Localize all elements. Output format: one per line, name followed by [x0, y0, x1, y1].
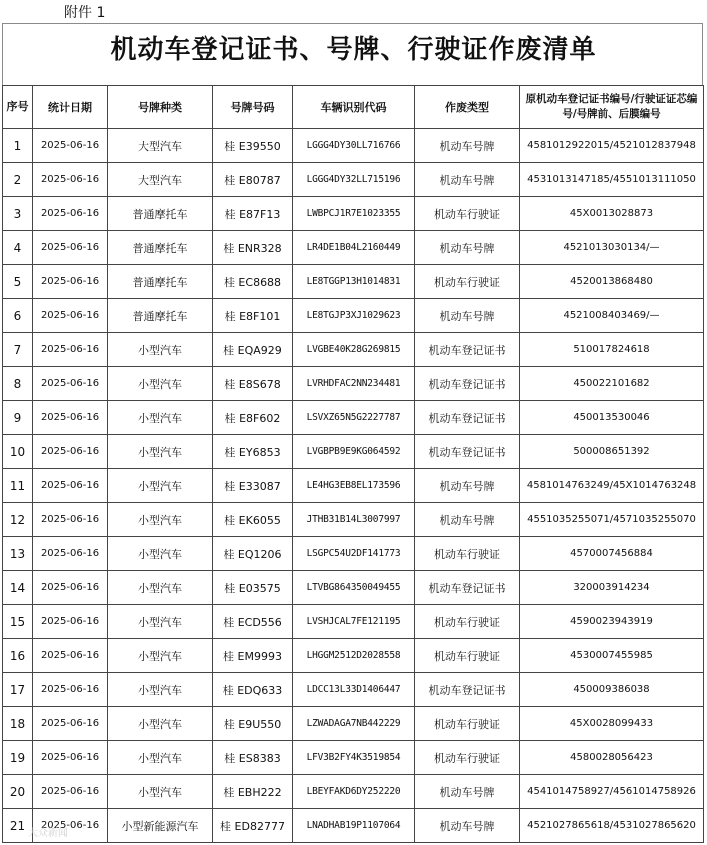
cell-void-type: 机动车号牌: [415, 809, 520, 843]
cell-seq: 14: [3, 571, 33, 605]
cell-plate-number: 桂 EM9993: [213, 639, 293, 673]
cell-vin: LVSHJCAL7FE121195: [293, 605, 415, 639]
watermark-text: 大众新闻: [28, 828, 68, 839]
table-row: [3, 163, 704, 197]
cell-plate-type: 小型汽车: [108, 537, 213, 571]
cell-original-number: 4581012922015/4521012837948: [520, 129, 704, 163]
cell-plate-type: 小型汽车: [108, 741, 213, 775]
cell-void-type: 机动车号牌: [415, 503, 520, 537]
cell-plate-number: 桂 EC8688: [213, 265, 293, 299]
cell-plate-number: 桂 EY6853: [213, 435, 293, 469]
cell-date: 2025-06-16: [33, 775, 108, 809]
cell-date: 2025-06-16: [33, 707, 108, 741]
cell-vin: LE4HG3EB8EL173596: [293, 469, 415, 503]
cell-vin: LFV3B2FY4K3519854: [293, 741, 415, 775]
cell-seq: 16: [3, 639, 33, 673]
table-row: [3, 537, 704, 571]
cell-plate-number: 桂 E8S678: [213, 367, 293, 401]
attachment-label: 附件 1: [64, 5, 106, 21]
table-row: [3, 673, 704, 707]
cell-vin: LGGG4DY30LL716766: [293, 129, 415, 163]
cell-original-number: 45X0028099433: [520, 707, 704, 741]
cell-original-number: 4521008403469/—: [520, 299, 704, 333]
cell-void-type: 机动车行驶证: [415, 197, 520, 231]
header-date: 统计日期: [33, 86, 108, 129]
cell-plate-number: 桂 EDQ633: [213, 673, 293, 707]
table-row: [3, 605, 704, 639]
cell-date: 2025-06-16: [33, 163, 108, 197]
cell-seq: 7: [3, 333, 33, 367]
cell-seq: 19: [3, 741, 33, 775]
cell-vin: LWBPCJ1R7E1023355: [293, 197, 415, 231]
cell-void-type: 机动车登记证书: [415, 571, 520, 605]
cell-plate-number: 桂 E8F101: [213, 299, 293, 333]
cell-vin: LHGGM2512D2028558: [293, 639, 415, 673]
cell-void-type: 机动车行驶证: [415, 537, 520, 571]
cell-plate-type: 小型汽车: [108, 605, 213, 639]
cell-vin: LVGBPB9E9KG064592: [293, 435, 415, 469]
cell-date: 2025-06-16: [33, 299, 108, 333]
cell-plate-number: 桂 ECD556: [213, 605, 293, 639]
cell-seq: 13: [3, 537, 33, 571]
cell-seq: 1: [3, 129, 33, 163]
cell-void-type: 机动车号牌: [415, 299, 520, 333]
cell-plate-number: 桂 E33087: [213, 469, 293, 503]
cell-plate-number: 桂 E9U550: [213, 707, 293, 741]
cell-original-number: 4590023943919: [520, 605, 704, 639]
cell-plate-type: 小型汽车: [108, 469, 213, 503]
cell-plate-type: 小型汽车: [108, 503, 213, 537]
cell-seq: 15: [3, 605, 33, 639]
cell-date: 2025-06-16: [33, 231, 108, 265]
cell-date: 2025-06-16: [33, 197, 108, 231]
cell-void-type: 机动车号牌: [415, 129, 520, 163]
table-row: [3, 809, 704, 843]
cell-vin: LBEYFAKD6DY252220: [293, 775, 415, 809]
cell-plate-number: 桂 EBH222: [213, 775, 293, 809]
cell-void-type: 机动车行驶证: [415, 741, 520, 775]
cell-original-number: 4541014758927/4561014758926: [520, 775, 704, 809]
cell-seq: 20: [3, 775, 33, 809]
cell-original-number: 4580028056423: [520, 741, 704, 775]
cell-plate-type: 小型汽车: [108, 707, 213, 741]
table-row: [3, 503, 704, 537]
cell-plate-type: 大型汽车: [108, 163, 213, 197]
cell-seq: 5: [3, 265, 33, 299]
cell-original-number: 500008651392: [520, 435, 704, 469]
header-plate-type: 号牌种类: [108, 86, 213, 129]
cell-original-number: 320003914234: [520, 571, 704, 605]
cell-plate-type: 普通摩托车: [108, 231, 213, 265]
cell-void-type: 机动车行驶证: [415, 707, 520, 741]
cell-original-number: 510017824618: [520, 333, 704, 367]
cell-plate-number: 桂 ENR328: [213, 231, 293, 265]
cell-void-type: 机动车行驶证: [415, 605, 520, 639]
cell-void-type: 机动车号牌: [415, 775, 520, 809]
table-row: [3, 197, 704, 231]
cell-plate-type: 小型汽车: [108, 775, 213, 809]
table-row: [3, 367, 704, 401]
cell-seq: 6: [3, 299, 33, 333]
cell-plate-number: 桂 E8F602: [213, 401, 293, 435]
table-header-row: [3, 86, 704, 129]
cell-original-number: 4551035255071/4571035255070: [520, 503, 704, 537]
cell-original-number: 4570007456884: [520, 537, 704, 571]
cell-date: 2025-06-16: [33, 265, 108, 299]
table-row: [3, 401, 704, 435]
cell-void-type: 机动车号牌: [415, 469, 520, 503]
cell-original-number: 4521027865618/4531027865620: [520, 809, 704, 843]
cell-void-type: 机动车登记证书: [415, 367, 520, 401]
table-row: [3, 265, 704, 299]
cell-vin: LDCC13L33D1406447: [293, 673, 415, 707]
cell-plate-type: 普通摩托车: [108, 265, 213, 299]
cell-original-number: 45X0013028873: [520, 197, 704, 231]
table-row: [3, 741, 704, 775]
table-row: [3, 639, 704, 673]
cell-seq: 2: [3, 163, 33, 197]
table-row: [3, 775, 704, 809]
cell-plate-type: 大型汽车: [108, 129, 213, 163]
cell-void-type: 机动车号牌: [415, 231, 520, 265]
cell-seq: 3: [3, 197, 33, 231]
cell-seq: 18: [3, 707, 33, 741]
cell-void-type: 机动车登记证书: [415, 401, 520, 435]
cell-date: 2025-06-16: [33, 537, 108, 571]
cell-vin: JTHB31B14L3007997: [293, 503, 415, 537]
cell-seq: 8: [3, 367, 33, 401]
cell-original-number: 4581014763249/45X1014763248: [520, 469, 704, 503]
cell-plate-number: 桂 ED82777: [213, 809, 293, 843]
cell-date: 2025-06-16: [33, 129, 108, 163]
cell-original-number: 450009386038: [520, 673, 704, 707]
cell-plate-type: 小型汽车: [108, 435, 213, 469]
header-void-type: 作废类型: [415, 86, 520, 129]
table-row: [3, 231, 704, 265]
cell-date: 2025-06-16: [33, 367, 108, 401]
cell-vin: LTVBG864350049455: [293, 571, 415, 605]
cell-vin: LVRHDFAC2NN234481: [293, 367, 415, 401]
cell-seq: 12: [3, 503, 33, 537]
table-row: [3, 435, 704, 469]
cell-original-number: 4521013030134/—: [520, 231, 704, 265]
cell-date: 2025-06-16: [33, 401, 108, 435]
cell-void-type: 机动车行驶证: [415, 639, 520, 673]
header-seq: 序号: [3, 86, 33, 129]
header-plate-number: 号牌号码: [213, 86, 293, 129]
cell-plate-type: 小型汽车: [108, 367, 213, 401]
document-title: 机动车登记证书、号牌、行驶证作废清单: [110, 35, 597, 65]
cell-date: 2025-06-16: [33, 435, 108, 469]
cell-seq: 4: [3, 231, 33, 265]
table-row: [3, 707, 704, 741]
cell-plate-type: 普通摩托车: [108, 299, 213, 333]
header-original-number: 原机动车登记证书编号/行驶证证芯编号/号牌前、后膜编号: [520, 86, 704, 129]
cell-plate-type: 小型汽车: [108, 401, 213, 435]
cell-seq: 9: [3, 401, 33, 435]
cell-original-number: 4520013868480: [520, 265, 704, 299]
cell-date: 2025-06-16: [33, 741, 108, 775]
cell-plate-number: 桂 EQA929: [213, 333, 293, 367]
cell-plate-number: 桂 EQ1206: [213, 537, 293, 571]
cell-plate-number: 桂 ES8383: [213, 741, 293, 775]
cell-plate-number: 桂 EK6055: [213, 503, 293, 537]
cell-void-type: 机动车登记证书: [415, 333, 520, 367]
table-row: [3, 333, 704, 367]
table-row: [3, 571, 704, 605]
cell-date: 2025-06-16: [33, 605, 108, 639]
cell-vin: LE8TGGP13H1014831: [293, 265, 415, 299]
cell-vin: LSGPC54U2DF141773: [293, 537, 415, 571]
cell-plate-type: 小型汽车: [108, 333, 213, 367]
cell-vin: LZWADAGA7NB442229: [293, 707, 415, 741]
cell-original-number: 4531013147185/4551013111050: [520, 163, 704, 197]
cell-date: 2025-06-16: [33, 503, 108, 537]
cell-void-type: 机动车登记证书: [415, 673, 520, 707]
cell-date: 2025-06-16: [33, 571, 108, 605]
cell-plate-number: 桂 E87F13: [213, 197, 293, 231]
cell-void-type: 机动车行驶证: [415, 265, 520, 299]
table-row: [3, 129, 704, 163]
cell-plate-number: 桂 E39550: [213, 129, 293, 163]
cell-seq: 10: [3, 435, 33, 469]
cell-original-number: 450013530046: [520, 401, 704, 435]
cell-plate-type: 小型新能源汽车: [108, 809, 213, 843]
cell-seq: 21: [3, 809, 33, 843]
cell-plate-number: 桂 E80787: [213, 163, 293, 197]
cell-vin: LR4DE1B04L2160449: [293, 231, 415, 265]
cell-original-number: 4530007455985: [520, 639, 704, 673]
cell-date: 2025-06-16: [33, 673, 108, 707]
cell-seq: 17: [3, 673, 33, 707]
cell-void-type: 机动车号牌: [415, 163, 520, 197]
cell-plate-type: 小型汽车: [108, 571, 213, 605]
void-list-table: [2, 85, 704, 843]
cell-plate-type: 小型汽车: [108, 639, 213, 673]
cell-vin: LVGBE40K28G269815: [293, 333, 415, 367]
cell-plate-type: 小型汽车: [108, 673, 213, 707]
cell-date: 2025-06-16: [33, 333, 108, 367]
cell-date: 2025-06-16: [33, 809, 108, 843]
cell-vin: LSVXZ65N5G2227787: [293, 401, 415, 435]
cell-seq: 11: [3, 469, 33, 503]
cell-void-type: 机动车登记证书: [415, 435, 520, 469]
header-vin: 车辆识别代码: [293, 86, 415, 129]
cell-vin: LE8TGJP3XJ1029623: [293, 299, 415, 333]
cell-vin: LGGG4DY32LL715196: [293, 163, 415, 197]
cell-plate-type: 普通摩托车: [108, 197, 213, 231]
table-row: [3, 299, 704, 333]
cell-vin: LNADHAB19P1107064: [293, 809, 415, 843]
cell-original-number: 450022101682: [520, 367, 704, 401]
cell-date: 2025-06-16: [33, 639, 108, 673]
table-row: [3, 469, 704, 503]
cell-date: 2025-06-16: [33, 469, 108, 503]
cell-plate-number: 桂 E03575: [213, 571, 293, 605]
